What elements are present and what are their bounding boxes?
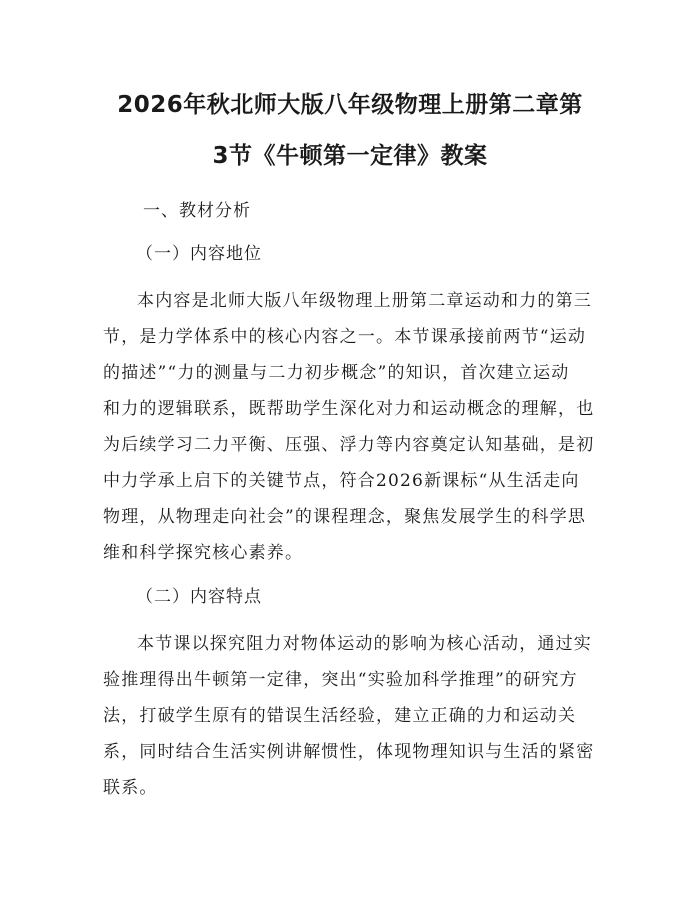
- paragraph-content-position: [103, 283, 598, 571]
- subsection-heading-position: （一）内容地位: [136, 244, 262, 264]
- document-title-line-1: 2026年秋北师大版八年级物理上册第二章第: [117, 92, 583, 118]
- section-heading-analysis: 一、教材分析: [143, 201, 251, 221]
- paragraph-line: 联系。: [103, 778, 158, 798]
- paragraph-line: 和力的逻辑联系，既帮助学生深化对力和运动概念的理解，也: [103, 399, 595, 419]
- paragraph-content-features: [103, 626, 598, 806]
- paragraph-line: 节，是力学体系中的核心内容之一。本节课承接前两节“运动: [103, 327, 587, 347]
- paragraph-line: 的描述”“力的测量与二力初步概念”的知识，首次建立运动: [103, 363, 570, 383]
- subsection-heading-features: （二）内容特点: [136, 587, 262, 607]
- paragraph-line: 为后续学习二力平衡、压强、浮力等内容奠定认知基础，是初: [103, 435, 595, 455]
- paragraph-line: 法，打破学生原有的错误生活经验，建立正确的力和运动关: [103, 706, 577, 726]
- document-title-line-2: 3节《牛顿第一定律》教案: [212, 143, 488, 169]
- paragraph-line: 维和科学探究核心素养。: [103, 543, 304, 563]
- paragraph-line: 物理，从物理走向社会”的课程理念，聚焦发展学生的科学思: [103, 507, 587, 527]
- paragraph-line: 本节课以探究阻力对物体运动的影响为核心活动，通过实: [137, 634, 592, 654]
- paragraph-line: 本内容是北师大版八年级物理上册第二章运动和力的第三: [137, 291, 592, 311]
- paragraph-line: 系，同时结合生活实例讲解惯性，体现物理知识与生活的紧密: [103, 742, 595, 762]
- paragraph-line: 验推理得出牛顿第一定律，突出“实验加科学推理”的研究方: [103, 670, 578, 690]
- paragraph-line: 中力学承上启下的关键节点，符合2026新课标“从生活走向: [103, 471, 580, 491]
